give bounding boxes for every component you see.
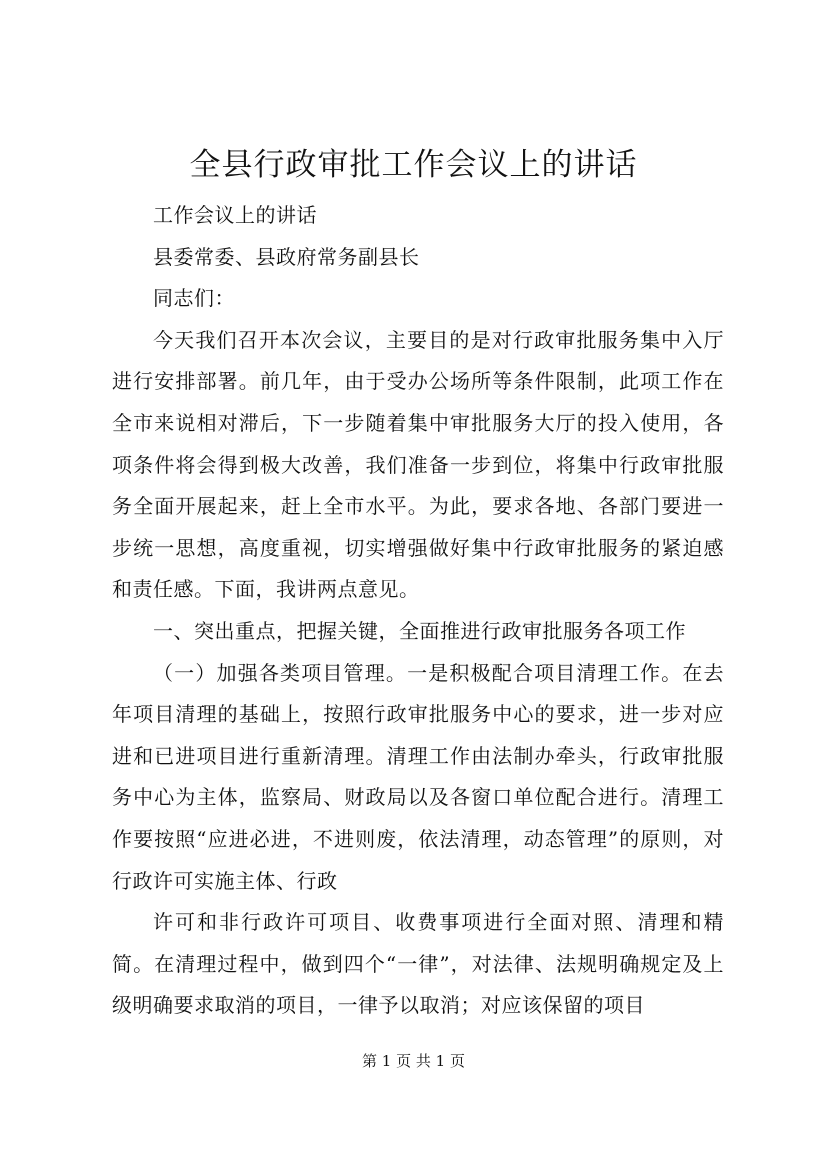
speaker-line: 县委常委、县政府常务副县长	[153, 244, 420, 269]
subtitle-line: 工作会议上的讲话	[153, 203, 317, 227]
page-number-footer: 第 1 页 共 1 页	[362, 1052, 465, 1070]
document-title: 全县行政审批工作会议上的讲话	[189, 147, 638, 183]
document-body	[112, 195, 724, 1027]
salutation: 同志们：	[153, 286, 235, 311]
body-paragraph: 今天我们召开本次会议，主要目的是对行政审批服务集中入厅进行安排部署。前几年，由于受办公场所等条件限制，此项工作在全市来说相对滞后，下一步随着集中审批服务大厅的投入使用，各项条件将会得到极大改善，我们准备一步到位，将集中行政审批服务全面开展起来，赶上全市水平。为此，要求各地、各部门要进一步统一思想，高度重视，切实增强做好集中行政审批服务的紧迫感和责任感。下面，我讲两点意见。	[112, 327, 724, 602]
body-paragraph: 许可和非行政许可项目、收费事项进行全面对照、清理和精简。在清理过程中，做到四个“一律”，对法律、法规明确规定及上级明确要求取消的项目，一律予以取消；对应该保留的项目	[112, 910, 724, 1018]
body-paragraph: （一）加强各类项目管理。一是积极配合项目清理工作。在去年项目清理的基础上，按照行政审批服务中心的要求，进一步对应进和已进项目进行重新清理。清理工作由法制办牵头，行政审批服务中心为主体，监察局、财政局以及各窗口单位配合进行。清理工作要按照“应进必进，不进则废，依法清理，动态管理”的原则，对行政许可实施主体、行政	[112, 660, 724, 893]
section-heading: 一、突出重点，把握关键，全面推进行政审批服务各项工作	[153, 618, 686, 643]
